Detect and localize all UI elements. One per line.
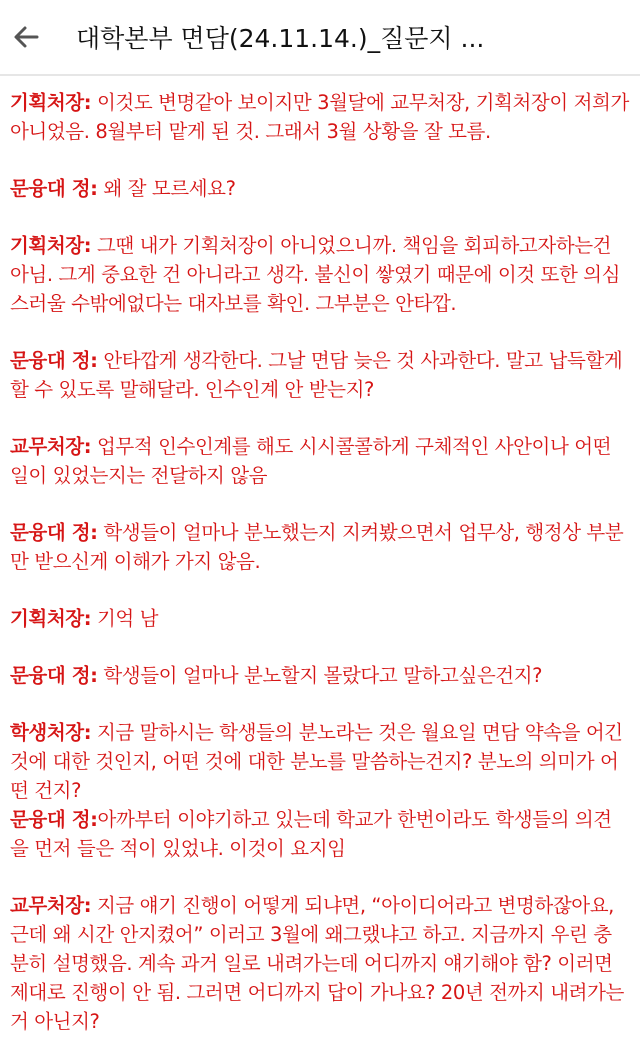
speaker-label: 문융대 정:: [10, 349, 98, 372]
transcript-entry: [10, 805, 630, 863]
statement-text: 기억 남: [91, 607, 159, 630]
statement-text: 아까부터 이야기하고 있는데 학교가 한번이라도 학생들의 의견을 먼저 들은 적이 있었냐. 이것이 요지임: [10, 808, 612, 860]
statement-text: 지금 얘기 진행이 어떻게 되냐면, “아이디어라고 변명하잖아요, 근데 왜 시간 안지켰어” 이러고 3월에 왜그랬냐고 하고. 지금까지 우린 충분히 설명했음. 계속 과거 일로 내려가는데 어디까지 얘기해야 함? 이러면 제대로 진행이 안 됨. 그러면 어디까지 답이 가나요? 20년 전까지 내려가는 거 아닌지?: [10, 894, 624, 1033]
transcript-body: [0, 76, 640, 1036]
transcript-entry: [10, 518, 630, 576]
speaker-label: 문융대 정:: [10, 521, 98, 544]
statement-text: 그땐 내가 기획처장이 아니었으니까. 책임을 회피하고자하는건 아님. 그게 중요한 건 아니라고 생각. 불신이 쌓였기 때문에 이것 또한 의심스러울 수밖에없다는 대자보를 확인. 그부분은 안타깝.: [10, 234, 621, 315]
speaker-label: 문융대 정:: [10, 808, 98, 831]
statement-text: 왜 잘 모르세요?: [97, 177, 236, 200]
statement-text: 학생들이 얼마나 분노할지 몰랐다고 말하고싶은건지?: [97, 664, 543, 687]
transcript-entry: [10, 891, 630, 1036]
transcript-entry: [10, 174, 630, 203]
transcript-entry: [10, 432, 630, 490]
transcript-entry: [10, 718, 630, 805]
speaker-label: 기획처장:: [10, 607, 92, 630]
back-button[interactable]: [4, 15, 48, 59]
statement-text: 지금 말하시는 학생들의 분노라는 것은 월요일 면담 약속을 어긴 것에 대한 것인지, 어떤 것에 대한 분노를 말씀하는건지? 분노의 의미가 어떤 건지?: [10, 721, 623, 802]
speaker-label: 문융대 정:: [10, 664, 98, 687]
statement-text: 학생들이 얼마나 분노했는지 지켜봤으면서 업무상, 행정상 부분만 받으신게 이해가 가지 않음.: [10, 521, 624, 573]
transcript-entry: [10, 661, 630, 690]
speaker-label: 기획처장:: [10, 91, 92, 114]
arrow-left-icon: [11, 22, 41, 52]
transcript-entry: [10, 604, 630, 633]
statement-text: 업무적 인수인계를 해도 시시콜콜하게 구체적인 사안이나 어떤 일이 있었는지는 전달하지 않음: [10, 435, 612, 487]
speaker-label: 학생처장:: [10, 721, 92, 744]
transcript-entry: [10, 346, 630, 404]
speaker-label: 문융대 정:: [10, 177, 98, 200]
speaker-label: 교무처장:: [10, 894, 92, 917]
statement-text: 이것도 변명같아 보이지만 3월달에 교무처장, 기획처장이 저희가 아니었음. 8월부터 맡게 된 것. 그래서 3월 상황을 잘 모름.: [10, 91, 629, 143]
app-bar: [0, 0, 640, 76]
speaker-label: 기획처장:: [10, 234, 92, 257]
page-title: 대학본부 면담(24.11.14.)_질문지 ...: [76, 24, 485, 53]
statement-text: 안타깝게 생각한다. 그날 면담 늦은 것 사과한다. 말고 납득할게 할 수 있도록 말해달라. 인수인계 안 받는지?: [10, 349, 623, 401]
transcript-entry: [10, 231, 630, 318]
speaker-label: 교무처장:: [10, 435, 92, 458]
transcript-entry: [10, 88, 630, 146]
